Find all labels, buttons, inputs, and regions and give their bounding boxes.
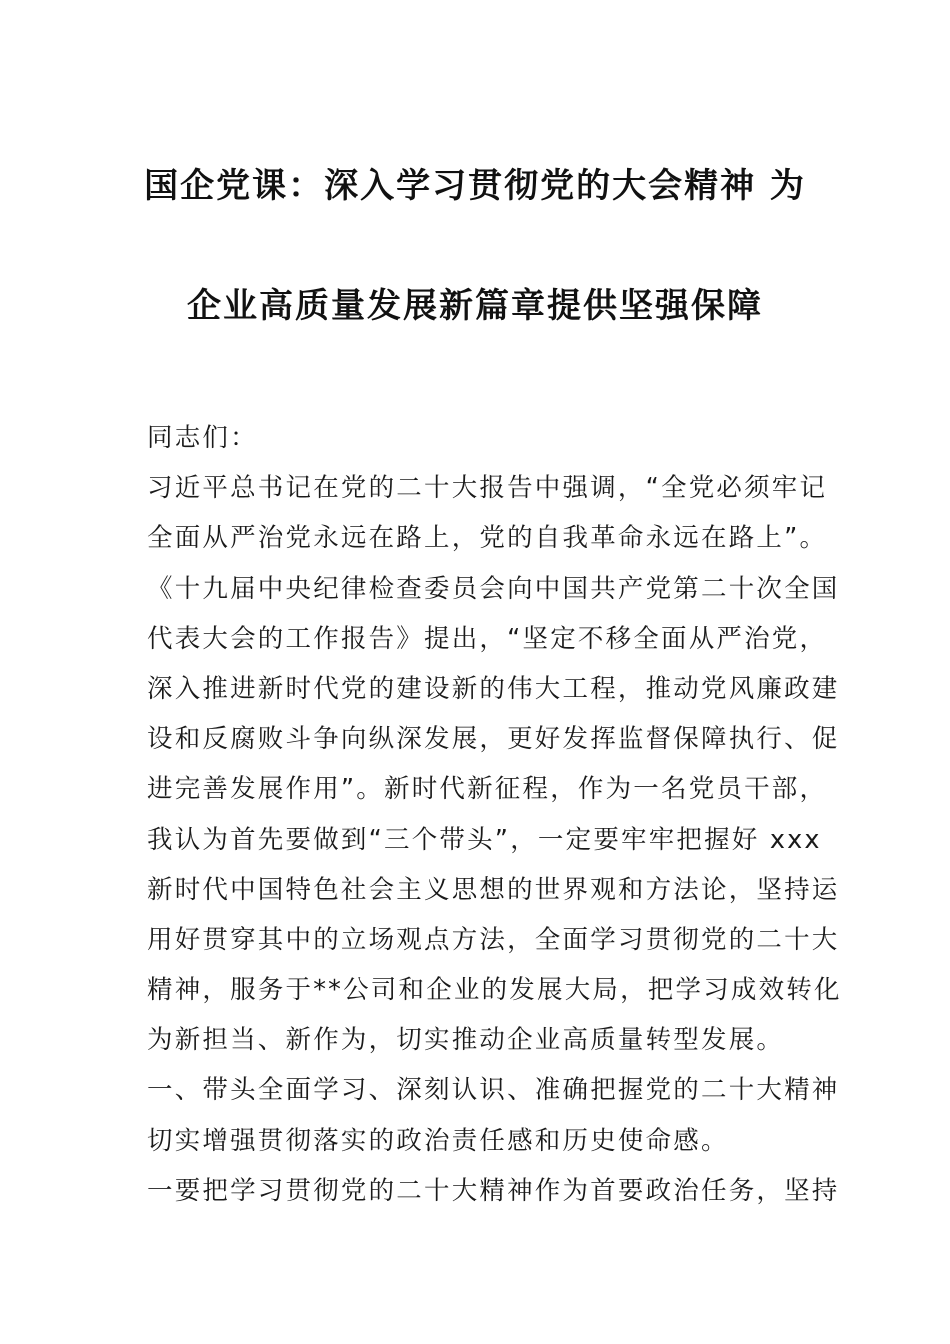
section-heading-line: 切实增强贯彻落实的政治责任感和历史使命感。	[147, 1125, 729, 1156]
body-line: 设和反腐败斗争向纵深发展，更好发挥监督保障执行、促	[147, 724, 840, 755]
body-line: 深入推进新时代党的建设新的伟大工程，推动党风廉政建	[147, 673, 840, 704]
body-line: 我认为首先要做到“三个带头”，一定要牢牢把握好 xxx	[147, 824, 822, 855]
document-title-line-1: 国企党课：深入学习贯彻党的大会精神 为	[144, 166, 806, 206]
document-title-line-2: 企业高质量发展新篇章提供坚强保障	[187, 286, 763, 326]
body-line: 用好贯穿其中的立场观点方法，全面学习贯彻党的二十大	[147, 924, 840, 955]
body-line: 进完善发展作用”。新时代新征程，作为一名党员干部，	[147, 774, 828, 805]
body-line: 一要把学习贯彻党的二十大精神作为首要政治任务，坚持	[147, 1175, 840, 1206]
document-body	[147, 413, 842, 1216]
body-line: 代表大会的工作报告》提出，“坚定不移全面从严治党，	[147, 623, 828, 654]
section-heading-line: 一、带头全面学习、深刻认识、准确把握党的二十大精神	[147, 1075, 840, 1106]
body-line: 新时代中国特色社会主义思想的世界观和方法论，坚持运	[147, 874, 840, 905]
body-line: 精神，服务于**公司和企业的发展大局，把学习成效转化	[147, 975, 842, 1006]
body-line: 《十九届中央纪律检查委员会向中国共产党第二十次全国	[147, 573, 840, 604]
body-line: 全面从严治党永远在路上，党的自我革命永远在路上”。	[147, 523, 828, 554]
salutation: 同志们：	[147, 423, 258, 453]
body-line: 为新担当、新作为，切实推动企业高质量转型发展。	[147, 1025, 785, 1056]
body-line: 习近平总书记在党的二十大报告中强调，“全党必须牢记	[147, 473, 828, 504]
